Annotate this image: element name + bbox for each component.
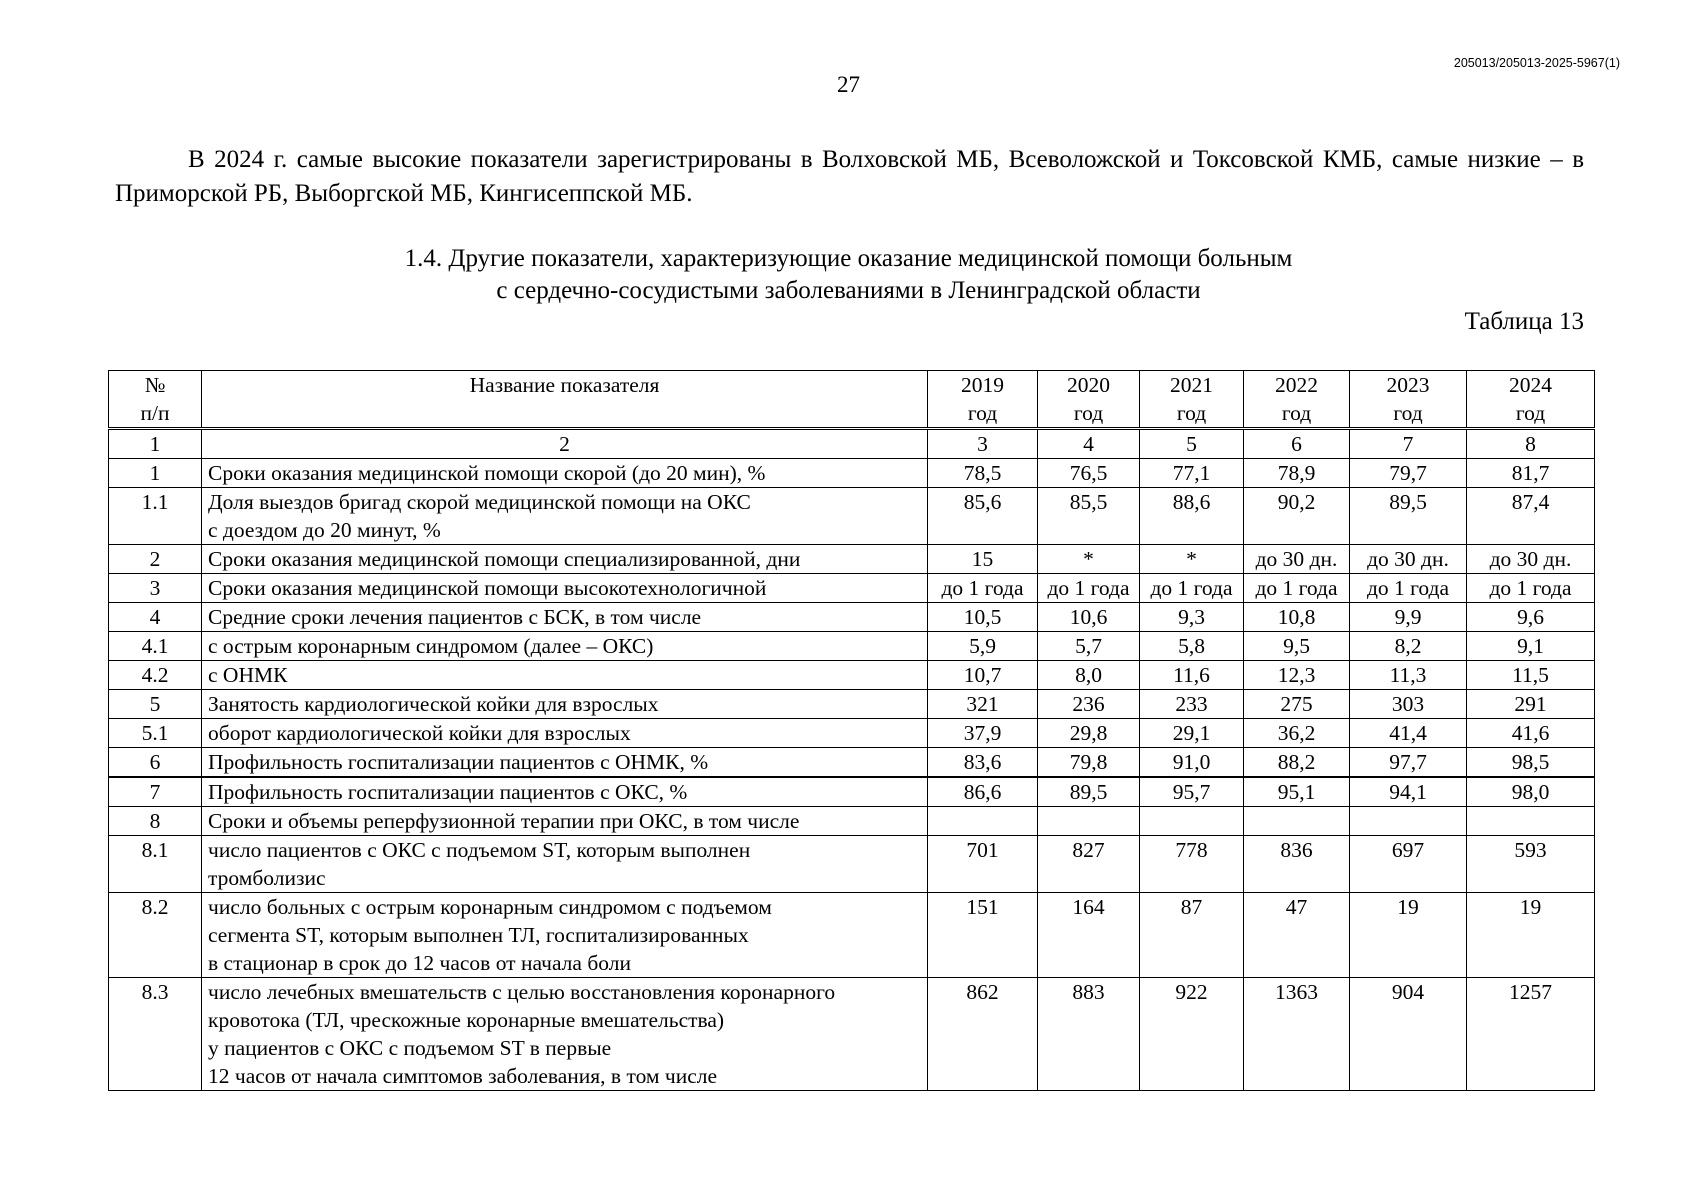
table-row [109,661,1595,690]
column-number: 7 [1350,429,1467,459]
indicator-name-line: Доля выездов бригад скорой медицинской помощи на ОКС [208,490,751,514]
indicator-name [202,807,928,836]
value-cell: до 30 дн. [1350,545,1467,574]
column-number: 4 [1038,429,1140,459]
section-title-line-2: с сердечно-сосудистыми заболеваниями в Ленинградской области [496,277,1201,304]
value-cell: до 1 года [1038,574,1140,603]
table-row [109,748,1595,778]
indicator-name [202,748,928,778]
indicator-name-line: Средние сроки лечения пациентов с БСК, в том числе [208,605,702,629]
column-number: 1 [109,429,202,459]
table-row [109,574,1595,603]
value-cell: 9,5 [1244,632,1350,661]
header-name: Название показателя [202,371,928,429]
indicators-table [108,370,1595,1091]
indicator-name [202,893,928,978]
table-row [109,690,1595,719]
indicator-name-line: с доездом до 20 минут, % [208,518,441,542]
row-number: 8.2 [109,893,202,978]
value-cell: 164 [1038,893,1140,978]
row-number: 4.2 [109,661,202,690]
value-cell: 78,9 [1244,459,1350,488]
value-cell: 41,4 [1350,719,1467,748]
value-cell: до 30 дн. [1244,545,1350,574]
row-number: 2 [109,545,202,574]
value-cell: 91,0 [1140,748,1244,778]
value-cell: 1363 [1244,978,1350,1091]
row-number: 4 [109,603,202,632]
value-cell [1467,807,1595,836]
value-cell: 86,6 [928,777,1038,807]
column-number: 6 [1244,429,1350,459]
value-cell: 151 [928,893,1038,978]
header-year: 2024 [1509,373,1552,397]
indicator-name [202,545,928,574]
value-cell: 11,6 [1140,661,1244,690]
indicator-name-line: с острым коронарным синдромом (далее – ОКС) [208,634,654,658]
indicator-name-line: кровотока (ТЛ, чрескожные коронарные вмешательства) [208,1008,725,1032]
table-row [109,719,1595,748]
value-cell: 8,2 [1350,632,1467,661]
value-cell: 904 [1350,978,1467,1091]
value-cell: 883 [1038,978,1140,1091]
value-cell: 303 [1350,690,1467,719]
value-cell: 36,2 [1244,719,1350,748]
value-cell: 922 [1140,978,1244,1091]
value-cell: 778 [1140,836,1244,893]
header-year-2019 [928,371,1038,429]
indicator-name-line: Сроки и объемы реперфузионной терапии при ОКС, в том числе [208,809,800,833]
row-number: 8 [109,807,202,836]
value-cell: 88,6 [1140,488,1244,545]
value-cell: до 30 дн. [1467,545,1595,574]
intro-paragraph: В 2024 г. самые высокие показатели зарегистрированы в Волховской МБ, Всеволожской и Токсовской КМБ, самые низкие – в Приморской РБ, Выборгской МБ, Кингисеппской МБ. [115,146,1584,207]
value-cell: 10,8 [1244,603,1350,632]
row-number: 4.1 [109,632,202,661]
table-row [109,545,1595,574]
value-cell: 19 [1350,893,1467,978]
value-cell: 5,8 [1140,632,1244,661]
indicator-name-line: число больных с острым коронарным синдромом с подъемом [208,895,772,919]
table-header-row [109,371,1595,429]
indicator-name-line: 12 часов от начала симптомов заболевания, в том числе [208,1064,718,1088]
value-cell: 85,5 [1038,488,1140,545]
value-cell: 321 [928,690,1038,719]
indicator-name-line: оборот кардиологической койки для взрослых [208,721,631,745]
value-cell: 76,5 [1038,459,1140,488]
table-row [109,836,1595,893]
value-cell: 87 [1140,893,1244,978]
indicator-name [202,459,928,488]
value-cell [1244,807,1350,836]
indicator-name-line: число пациентов с ОКС с подъемом ST, которым выполнен [208,838,751,862]
value-cell: 89,5 [1038,777,1140,807]
table-row [109,488,1595,545]
value-cell: * [1038,545,1140,574]
header-number-line-2: п/п [140,401,170,425]
header-year-unit: год [1073,401,1104,425]
value-cell: 9,6 [1467,603,1595,632]
header-year-2021 [1140,371,1244,429]
value-cell: 10,7 [928,661,1038,690]
header-year: 2020 [1067,373,1110,397]
value-cell: 11,3 [1350,661,1467,690]
value-cell: 79,7 [1350,459,1467,488]
header-year: 2023 [1386,373,1430,397]
value-cell [1038,807,1140,836]
table-row [109,777,1595,807]
page-number: 27 [837,72,860,97]
row-number: 5.1 [109,719,202,748]
value-cell: 29,8 [1038,719,1140,748]
value-cell [928,807,1038,836]
indicator-name-line: в стационар в срок до 12 часов от начала боли [208,951,631,975]
value-cell: 95,7 [1140,777,1244,807]
document-id: 205013/205013-2025-5967(1) [1453,56,1620,70]
header-year: 2022 [1275,373,1318,397]
table-row [109,459,1595,488]
column-numbers-row [109,429,1595,459]
value-cell: до 1 года [1467,574,1595,603]
value-cell: до 1 года [928,574,1038,603]
value-cell: 89,5 [1350,488,1467,545]
indicator-name-line: Сроки оказания медицинской помощи высокотехнологичной [208,576,767,600]
column-number: 5 [1140,429,1244,459]
value-cell: 90,2 [1244,488,1350,545]
value-cell: 10,5 [928,603,1038,632]
table-row [109,893,1595,978]
indicator-name [202,661,928,690]
indicator-name [202,603,928,632]
value-cell: 5,9 [928,632,1038,661]
indicator-name-line: с ОНМК [208,663,288,687]
value-cell [1350,807,1467,836]
value-cell: 79,8 [1038,748,1140,778]
header-year-2022 [1244,371,1350,429]
header-year-2023 [1350,371,1467,429]
row-number: 5 [109,690,202,719]
value-cell: 78,5 [928,459,1038,488]
value-cell: 9,1 [1467,632,1595,661]
value-cell: 701 [928,836,1038,893]
value-cell: 15 [928,545,1038,574]
table-row [109,603,1595,632]
indicator-name [202,719,928,748]
column-number: 2 [202,429,928,459]
indicator-name [202,978,928,1091]
row-number: 6 [109,748,202,778]
value-cell: 81,7 [1467,459,1595,488]
indicator-name-line: Профильность госпитализации пациентов с ОНМК, % [208,750,709,774]
row-number: 8.1 [109,836,202,893]
indicator-name-line: тромболизис [208,866,326,890]
row-number: 8.3 [109,978,202,1091]
value-cell: 85,6 [928,488,1038,545]
value-cell: 1257 [1467,978,1595,1091]
header-year-unit: год [1176,401,1207,425]
indicator-name [202,836,928,893]
value-cell: 836 [1244,836,1350,893]
value-cell: 862 [928,978,1038,1091]
value-cell: 233 [1140,690,1244,719]
value-cell: 9,9 [1350,603,1467,632]
section-title [0,243,1697,307]
value-cell: до 1 года [1350,574,1467,603]
value-cell: 98,0 [1467,777,1595,807]
column-number: 3 [928,429,1038,459]
value-cell: 12,3 [1244,661,1350,690]
indicator-name [202,632,928,661]
table-body [109,429,1595,1091]
value-cell: 88,2 [1244,748,1350,778]
value-cell: 8,0 [1038,661,1140,690]
value-cell: 41,6 [1467,719,1595,748]
row-number: 3 [109,574,202,603]
header-year-unit: год [1281,401,1312,425]
value-cell: 5,7 [1038,632,1140,661]
indicator-name-line: Сроки оказания медицинской помощи специализированной, дни [208,547,801,571]
value-cell: 29,1 [1140,719,1244,748]
value-cell: 11,5 [1467,661,1595,690]
section-title-line-1: 1.4. Другие показатели, характеризующие оказание медицинской помощи больным [404,245,1293,272]
value-cell: 95,1 [1244,777,1350,807]
value-cell: 97,7 [1350,748,1467,778]
header-number [109,371,202,429]
value-cell: 593 [1467,836,1595,893]
value-cell: 47 [1244,893,1350,978]
indicator-name-line: Сроки оказания медицинской помощи скорой (до 20 мин), % [208,461,766,485]
row-number: 7 [109,777,202,807]
column-number: 8 [1467,429,1595,459]
indicator-name-line: число лечебных вмешательств с целью восстановления коронарного [208,980,836,1004]
table-row [109,978,1595,1091]
value-cell: 9,3 [1140,603,1244,632]
value-cell: до 1 года [1244,574,1350,603]
indicator-name [202,488,928,545]
value-cell: 10,6 [1038,603,1140,632]
header-year: 2021 [1170,373,1213,397]
value-cell: 291 [1467,690,1595,719]
indicator-name [202,690,928,719]
value-cell: * [1140,545,1244,574]
value-cell: 77,1 [1140,459,1244,488]
table-caption: Таблица 13 [1464,308,1584,335]
table-row [109,632,1595,661]
header-year: 2019 [961,373,1004,397]
header-year-unit: год [967,401,998,425]
header-year-unit: год [1515,401,1546,425]
value-cell: 19 [1467,893,1595,978]
header-year-unit: год [1393,401,1423,425]
header-year-2020 [1038,371,1140,429]
value-cell: до 1 года [1140,574,1244,603]
value-cell: 236 [1038,690,1140,719]
value-cell: 37,9 [928,719,1038,748]
value-cell: 827 [1038,836,1140,893]
indicator-name-line: у пациентов с ОКС с подъемом ST в первые [208,1036,612,1060]
indicator-name-line: Профильность госпитализации пациентов с ОКС, % [208,780,688,804]
value-cell: 87,4 [1467,488,1595,545]
indicator-name-line: сегмента ST, которым выполнен ТЛ, госпитализированных [208,923,749,947]
header-year-2024 [1467,371,1595,429]
value-cell: 83,6 [928,748,1038,778]
value-cell: 275 [1244,690,1350,719]
indicator-name [202,574,928,603]
indicator-name-line: Занятость кардиологической койки для взрослых [208,692,659,716]
value-cell: 94,1 [1350,777,1467,807]
row-number: 1 [109,459,202,488]
indicator-name [202,777,928,807]
value-cell [1140,807,1244,836]
header-number-line-1: № [144,373,166,397]
value-cell: 697 [1350,836,1467,893]
table-row [109,807,1595,836]
row-number: 1.1 [109,488,202,545]
value-cell: 98,5 [1467,748,1595,778]
